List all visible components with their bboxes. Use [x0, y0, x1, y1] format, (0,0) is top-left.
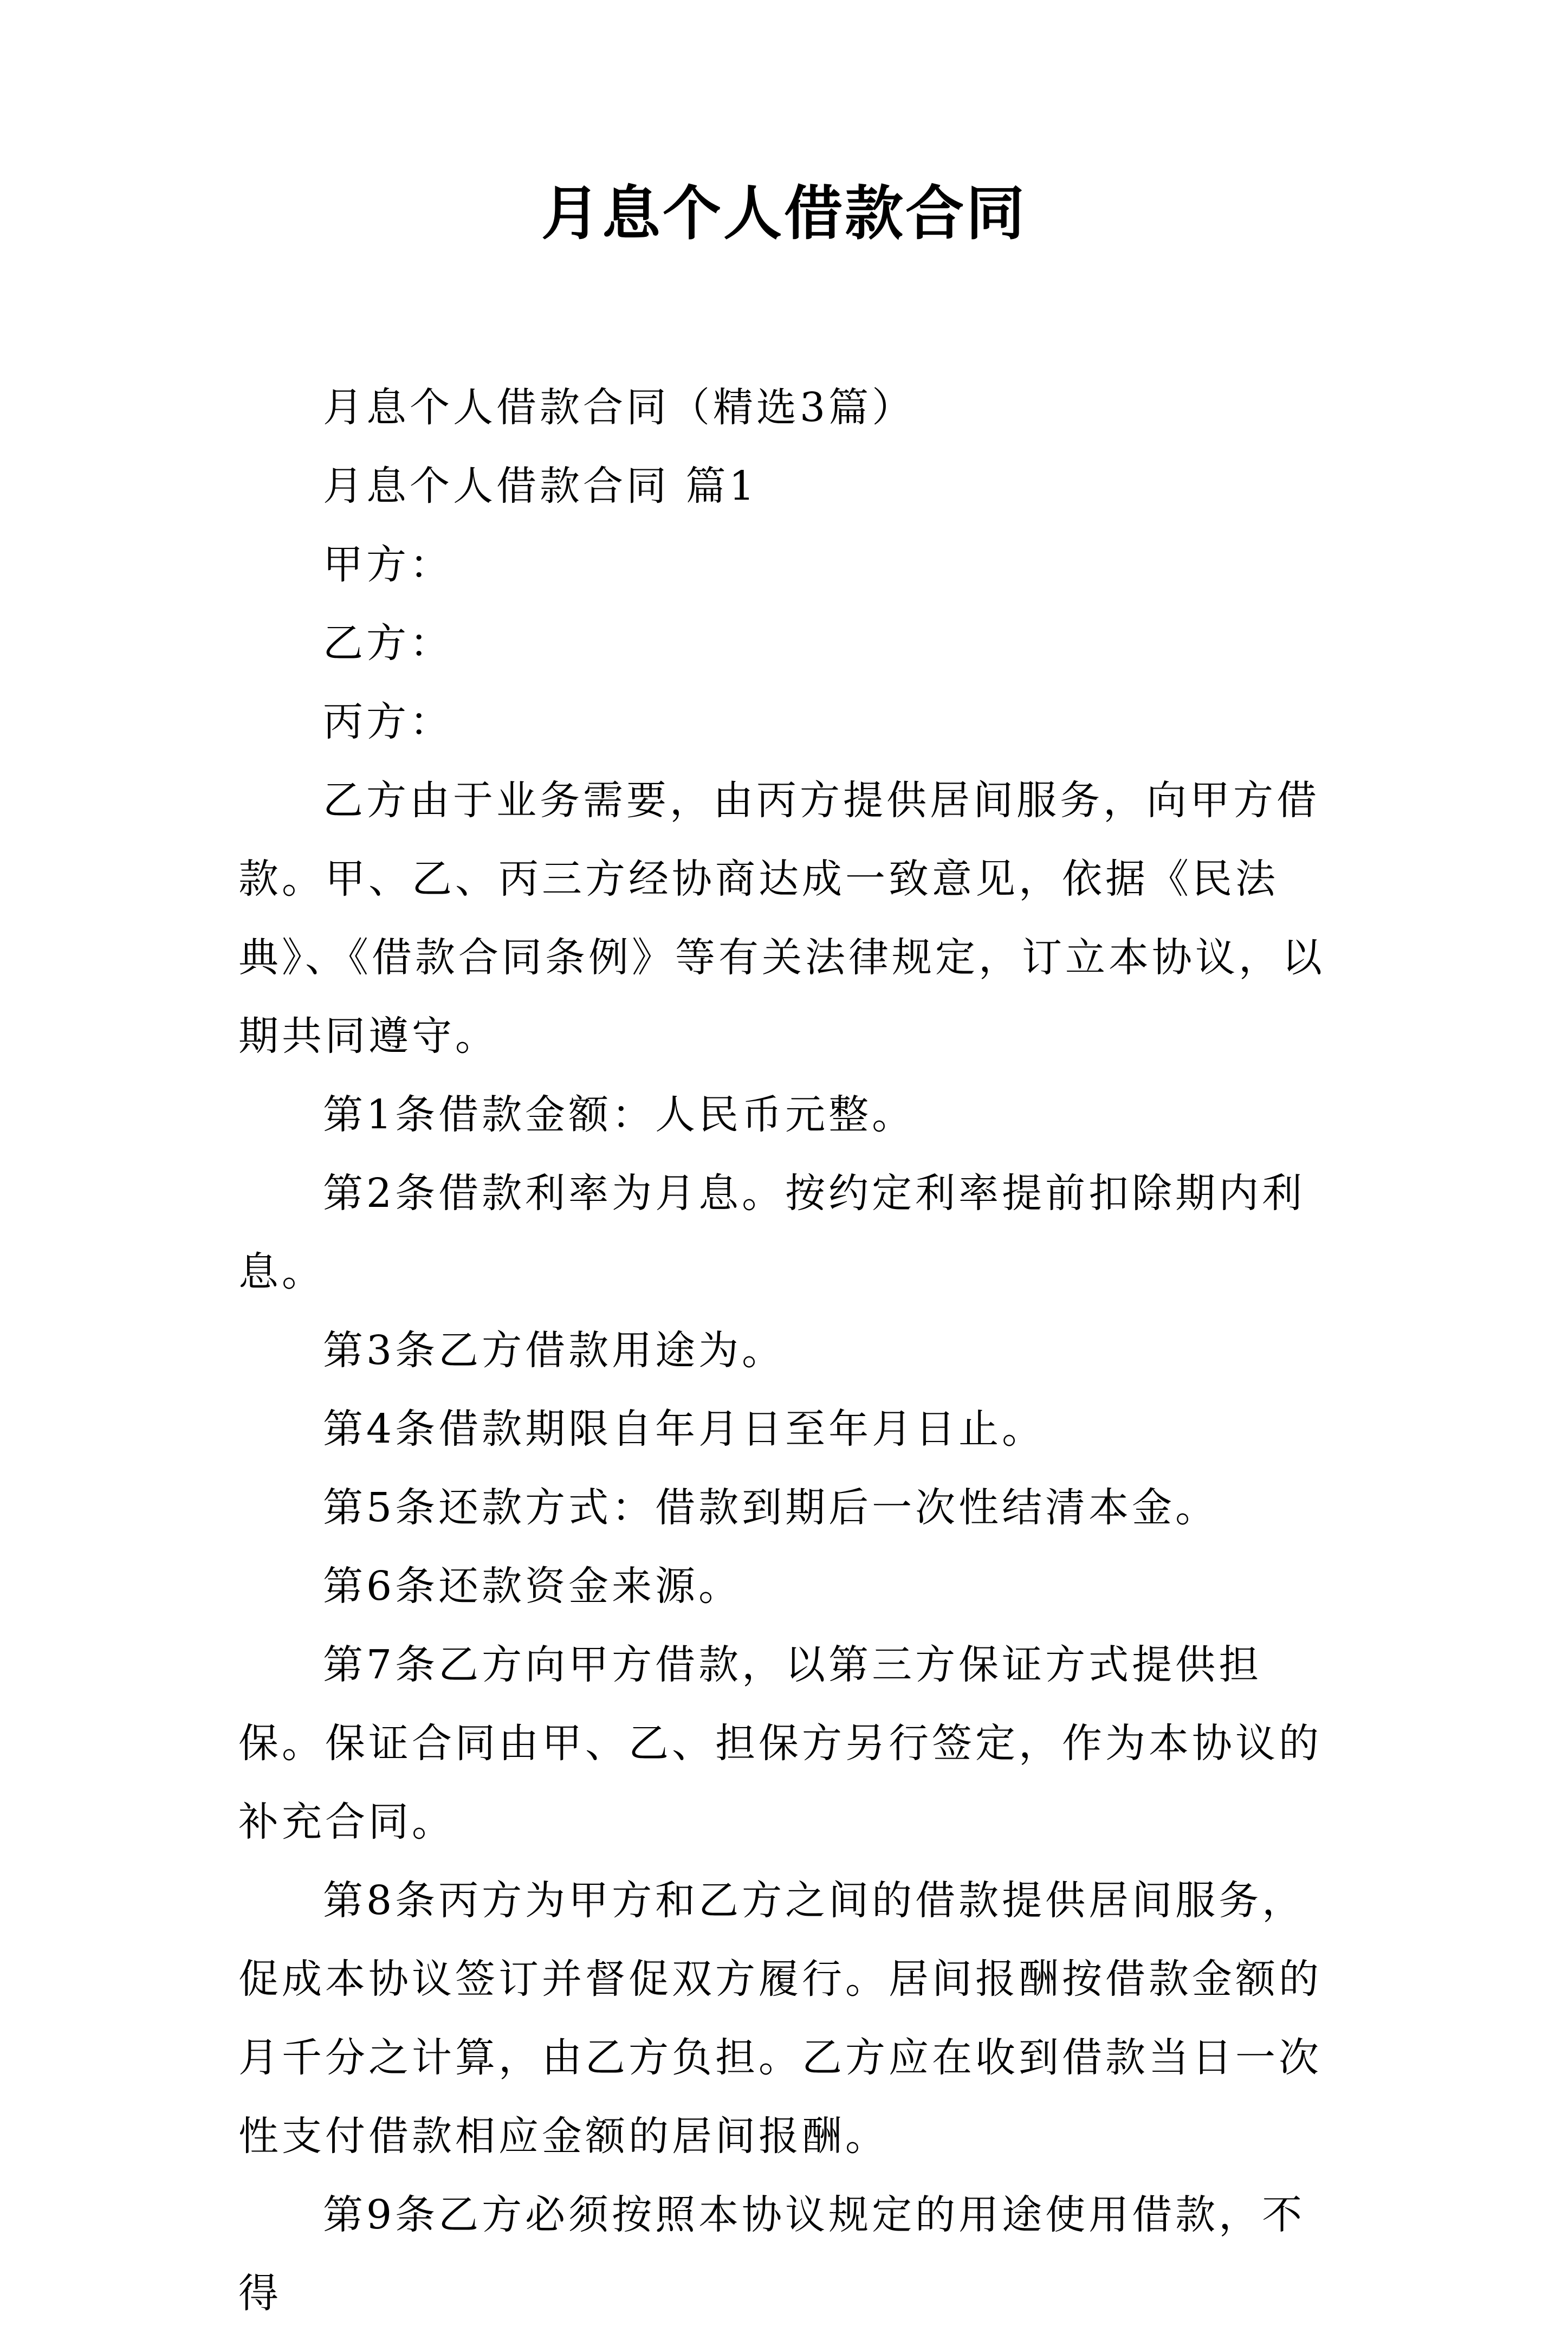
article-6: 第6条还款资金来源。 [323, 1563, 742, 1610]
article-3: 第3条乙方借款用途为。 [323, 1327, 786, 1374]
article-2: 第2条借款利率为月息。按约定利率提前扣除期内利息。 [238, 1170, 1306, 1295]
subtitle-paragraph: 月息个人借款合同（精选3篇） [323, 384, 916, 431]
party-c-line: 丙方： [323, 699, 453, 745]
party-b-line: 乙方： [323, 620, 453, 667]
preamble-paragraph: 乙方由于业务需要，由丙方提供居间服务，向甲方借款。甲、乙、丙三方经协商达成一致意见，依据《民法典》、《借款合同条例》等有关法律规定，订立本协议，以期共同遵守。 [238, 777, 1325, 1059]
article-1: 第1条借款金额：人民币元整。 [323, 1091, 916, 1138]
document-body [238, 369, 1335, 2333]
party-a-line: 甲方： [323, 541, 453, 588]
section-heading: 月息个人借款合同 篇1 [323, 463, 758, 509]
article-7: 第7条乙方向甲方借款，以第三方保证方式提供担保。保证合同由甲、乙、担保方另行签定，作为本协议的补充合同。 [238, 1641, 1322, 1845]
article-4: 第4条借款期限自年月日至年月日止。 [323, 1406, 1046, 1452]
article-8: 第8条丙方为甲方和乙方之间的借款提供居间服务，促成本协议签订并督促双方履行。居间报酬按借款金额的月千分之计算，由乙方负担。乙方应在收到借款当日一次性支付借款相应金额的居间报酬。 [238, 1877, 1322, 2160]
document-title: 月息个人借款合同 [541, 179, 1027, 248]
article-5: 第5条还款方式：借款到期后一次性结清本金。 [323, 1484, 1219, 1531]
article-9: 第9条乙方必须按照本协议规定的用途使用借款，不得 [238, 2192, 1306, 2317]
